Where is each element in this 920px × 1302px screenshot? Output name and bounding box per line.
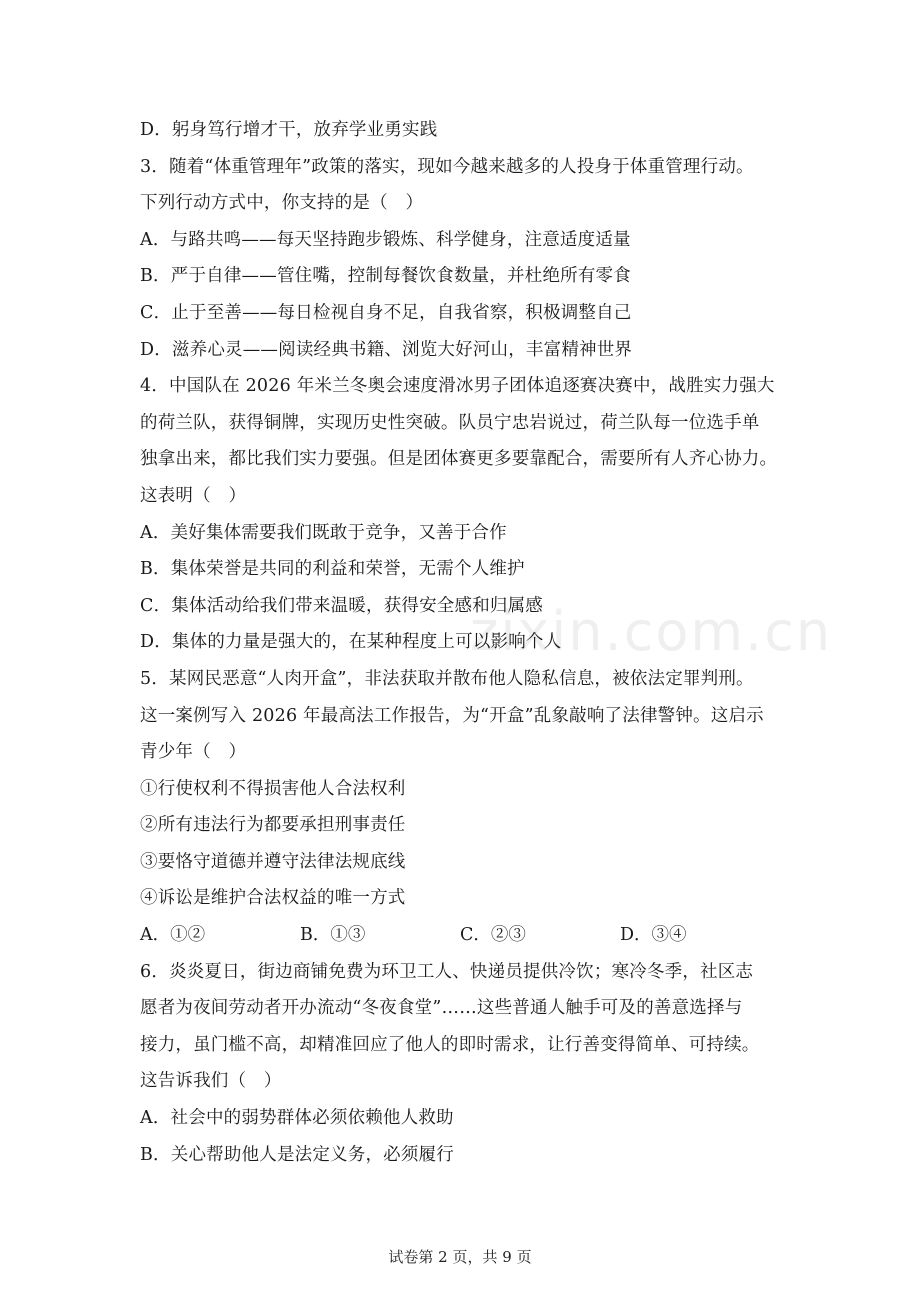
watermark-text: zixin.com.cn [470,600,833,663]
q4-stem-line2: 的荷兰队，获得铜牌，实现历史性突破。队员宁忠岩说过，荷兰队每一位选手单 [140,412,760,433]
exam-content [140,112,800,1173]
q5-item-3: ③要恪守道德并遵守法律法规底线 [140,851,406,872]
q6-stem-line1: 6．炎炎夏日，街边商铺免费为环卫工人、快递员提供冷饮；寒冷冬季，社区志 [140,961,754,982]
q4-option-b: B．集体荣誉是共同的利益和荣誉，无需个人维护 [140,559,525,580]
q5-stem-line1: 5．某网民恶意“人肉开盒”，非法获取并散布他人隐私信息，被依法定罪判刑。 [140,668,754,689]
q5-option-b: B．①③ [300,925,366,946]
q6-option-b: B．关心帮助他人是法定义务，必须履行 [140,1144,454,1165]
q5-option-a: A．①② [140,925,206,946]
q4-option-a: A．美好集体需要我们既敢于竞争，又善于合作 [140,522,507,543]
q3-option-c: C．止于至善——每日检视自身不足，自我省察，积极调整自己 [140,302,632,323]
q5-stem-line2: 这一案例写入 2026 年最高法工作报告，为“开盒”乱象敲响了法律警钟。这启示 [140,705,764,726]
q4-option-d: D．集体的力量是强大的，在某种程度上可以影响个人 [140,632,562,653]
q5-stem-line3: 青少年（ ） [140,742,247,763]
q5-option-c: C．②③ [460,925,526,946]
q4-stem-line1: 4．中国队在 2026 年米兰冬奥会速度滑冰男子团体追逐赛决赛中，战胜实力强大 [140,376,775,397]
q5-item-4: ④诉讼是维护合法权益的唯一方式 [140,888,406,909]
q5-option-d: D．③④ [620,925,687,946]
q2-option-d: D．躬身笃行增才干，放弃学业勇实践 [140,120,438,140]
q6-option-a: A．社会中的弱势群体必须依赖他人救助 [140,1108,454,1129]
page-footer: 试卷第 2 页，共 9 页 [388,1248,532,1266]
q6-stem-line3: 接力，虽门槛不高，却精准回应了他人的即时需求，让行善变得简单、可持续。 [140,1034,760,1055]
q6-stem-line2: 愿者为夜间劳动者开办流动“冬夜食堂”……这些普通人触手可及的善意选择与 [140,998,743,1019]
q3-stem-line2: 下列行动方式中，你支持的是（ ） [140,193,424,214]
q3-option-a: A．与路共鸣——每天坚持跑步锻炼、科学健身，注意适度适量 [140,229,631,250]
q6-stem-line4: 这告诉我们（ ） [140,1071,282,1092]
q3-option-b: B．严于自律——管住嘴，控制每餐饮食数量，并杜绝所有零食 [140,266,631,287]
q5-options-row [140,917,800,954]
q5-item-2: ②所有违法行为都要承担刑事责任 [140,815,406,836]
q3-stem-line1: 3．随着“体重管理年”政策的落实，现如今越来越多的人投身于体重管理行动。 [140,156,754,177]
q5-item-1: ①行使权利不得损害他人合法权利 [140,778,406,799]
q4-stem-line4: 这表明（ ） [140,485,247,506]
q3-option-d: D．滋养心灵——阅读经典书籍、浏览大好河山，丰富精神世界 [140,339,633,360]
q4-stem-line3: 独拿出来，都比我们实力要强。但是团体赛更多要靠配合，需要所有人齐心协力。 [140,449,778,470]
q4-option-c: C．集体活动给我们带来温暖，获得安全感和归属感 [140,595,543,616]
